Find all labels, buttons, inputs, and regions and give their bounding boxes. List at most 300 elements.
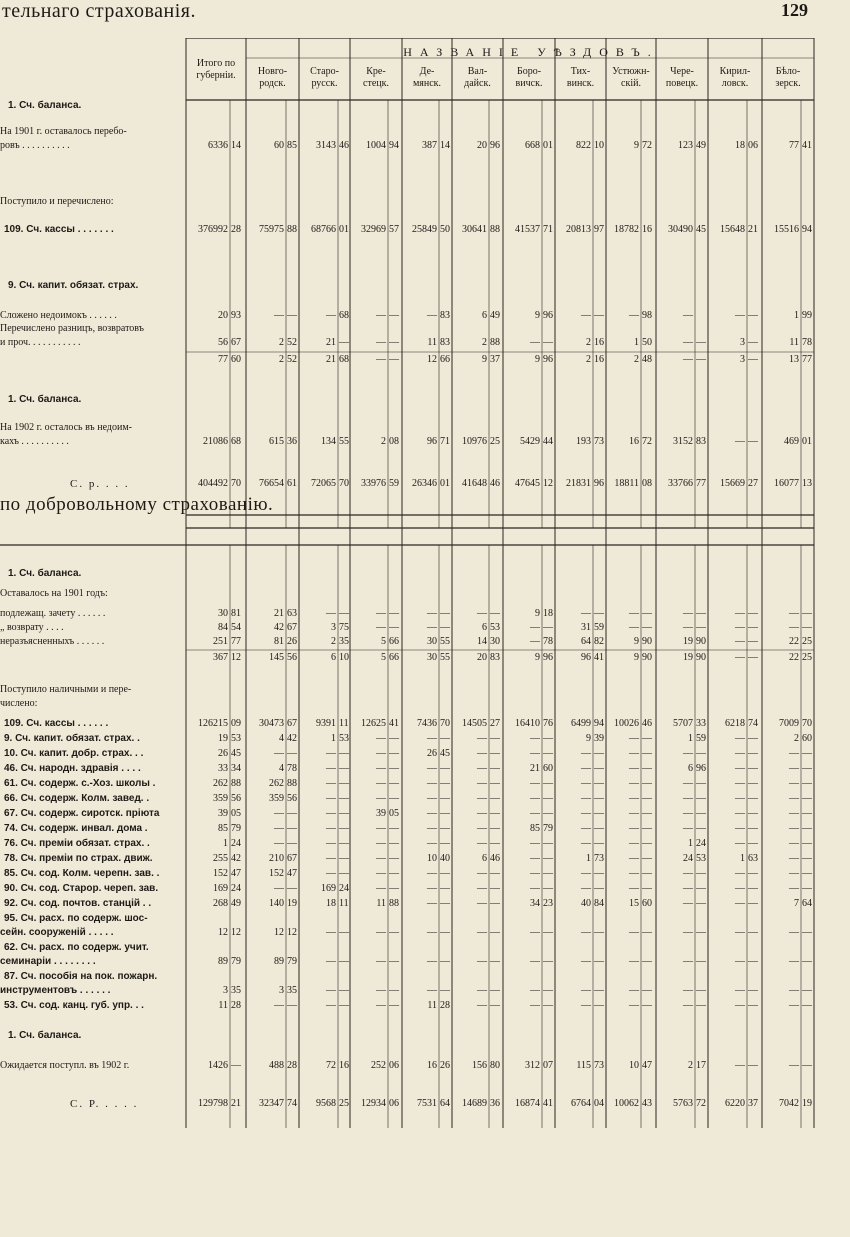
cell-rubles: — [789,778,799,789]
row-label: На 1902 г. осталось въ недоим- [0,422,132,433]
cell-rubles: 18 [326,898,336,909]
cell-kopecks: — [642,868,652,879]
cell-rubles: 33976 [361,478,386,489]
cell-rubles: 14689 [462,1098,487,1109]
cell-kopecks: — [594,608,604,619]
cell-rubles: — [629,868,639,879]
cell-kopecks: — [389,985,399,996]
cell-rubles: 19 [683,636,693,647]
cell-rubles: — [530,853,540,864]
cell-kopecks: — [748,898,758,909]
cell-rubles: 72 [326,1060,336,1071]
cell-kopecks: 98 [642,310,652,321]
cell-rubles: 72065 [311,478,336,489]
district-header: Бѣло- зерск. [775,66,801,89]
cell-rubles: 4 [279,763,284,774]
cell-kopecks: — [748,868,758,879]
cell-rubles: 10 [629,1060,639,1071]
cell-rubles: 7436 [417,718,437,729]
cell-rubles: — [530,636,540,647]
cell-rubles: 22 [789,636,799,647]
cell-kopecks: — [642,778,652,789]
cell-rubles: 26 [218,748,228,759]
cell-kopecks: 77 [696,478,706,489]
cell-rubles: — [376,310,386,321]
cell-rubles: — [376,778,386,789]
cell-rubles: 6 [482,853,487,864]
cell-kopecks: 06 [389,1098,399,1109]
cell-kopecks: — [748,793,758,804]
ledger-table [0,38,818,1128]
cell-kopecks: — [802,748,812,759]
cell-kopecks: 14 [440,140,450,151]
cell-rubles: 30 [218,608,228,619]
cell-rubles: — [274,1000,284,1011]
cell-kopecks: — [642,985,652,996]
cell-rubles: — [326,956,336,967]
cell-kopecks: — [696,778,706,789]
cell-rubles: 262 [269,778,284,789]
cell-rubles: 20 [477,140,487,151]
cell-rubles: 252 [371,1060,386,1071]
cell-rubles: — [789,956,799,967]
cell-rubles: 5763 [673,1098,693,1109]
cell-kopecks: 49 [231,898,241,909]
cell-kopecks: — [696,622,706,633]
row-label: 10. Сч. капит. добр. страх. . . [4,748,144,759]
cell-rubles: 2 [688,1060,693,1071]
cell-rubles: — [427,733,437,744]
cell-kopecks: — [440,823,450,834]
cell-rubles: 89 [274,956,284,967]
cell-kopecks: — [490,608,500,619]
cell-rubles: — [683,898,693,909]
cell-kopecks: — [543,748,553,759]
cell-kopecks: — [490,793,500,804]
cell-kopecks: — [594,778,604,789]
cell-kopecks: — [696,898,706,909]
row-label: 78. Сч. преміи по страх. движ. [4,853,153,864]
cell-kopecks: — [339,337,349,348]
cell-kopecks: 60 [231,354,241,365]
cell-rubles: 20 [477,652,487,663]
cell-kopecks: — [696,823,706,834]
cell-kopecks: — [543,793,553,804]
cell-rubles: 367 [213,652,228,663]
cell-kopecks: — [748,763,758,774]
cell-rubles: — [581,823,591,834]
row-label: 1. Сч. баланса. [8,394,82,405]
cell-kopecks: — [389,1000,399,1011]
cell-rubles: — [376,868,386,879]
cell-kopecks: 64 [802,898,812,909]
cell-kopecks: 90 [696,652,706,663]
cell-rubles: — [530,808,540,819]
cell-rubles: — [477,793,487,804]
cell-kopecks: 50 [440,224,450,235]
cell-kopecks: 90 [642,652,652,663]
row-label: 1. Сч. баланса. [8,568,82,579]
cell-kopecks: 41 [802,140,812,151]
row-label: и проч. . . . . . . . . . . [0,337,81,348]
cell-kopecks: 24 [231,883,241,894]
cell-kopecks: — [490,956,500,967]
page-number: 129 [781,0,808,20]
cell-kopecks: — [440,733,450,744]
cell-kopecks: 47 [287,868,297,879]
cell-kopecks: 11 [339,898,349,909]
cell-rubles: 9 [535,608,540,619]
cell-rubles: 9 [634,652,639,663]
cell-kopecks: 85 [287,140,297,151]
cell-kopecks: 56 [287,652,297,663]
cell-kopecks: 96 [594,478,604,489]
cell-rubles: — [735,1060,745,1071]
cell-rubles: 15669 [720,478,745,489]
cell-kopecks: — [440,763,450,774]
cell-kopecks: — [440,808,450,819]
cell-rubles: — [274,883,284,894]
cell-kopecks: — [389,927,399,938]
cell-kopecks: — [389,853,399,864]
cell-rubles: 3 [740,354,745,365]
cell-rubles: — [789,868,799,879]
cell-rubles: — [376,853,386,864]
cell-kopecks: 55 [440,652,450,663]
cell-rubles: 469 [784,436,799,447]
cell-kopecks: 27 [490,718,500,729]
cell-rubles: — [581,310,591,321]
cell-kopecks: 67 [287,622,297,633]
cell-rubles: 30490 [668,224,693,235]
cell-rubles: — [477,898,487,909]
cell-rubles: — [427,898,437,909]
cell-kopecks: — [543,853,553,864]
cell-kopecks: 96 [543,652,553,663]
cell-rubles: 5707 [673,718,693,729]
cell-kopecks: — [594,927,604,938]
row-label: На 1901 г. оставалось перебо- [0,126,127,137]
cell-rubles: — [789,808,799,819]
cell-rubles: — [376,985,386,996]
cell-rubles: — [477,608,487,619]
cell-kopecks: 61 [287,478,297,489]
cell-kopecks: 19 [287,898,297,909]
cell-kopecks: — [696,883,706,894]
cell-kopecks: — [287,883,297,894]
cell-rubles: — [735,733,745,744]
cell-rubles: — [477,956,487,967]
cell-kopecks: — [802,838,812,849]
cell-kopecks: 71 [543,224,553,235]
cell-kopecks: — [802,778,812,789]
cell-rubles: — [376,793,386,804]
cell-kopecks: 78 [543,636,553,647]
cell-kopecks: 81 [231,608,241,619]
cell-kopecks: 83 [696,436,706,447]
cell-kopecks: 28 [287,1060,297,1071]
cell-rubles: — [683,1000,693,1011]
cell-kopecks: 23 [543,898,553,909]
cell-rubles: 14505 [462,718,487,729]
cell-rubles: 4 [279,733,284,744]
cell-kopecks: — [748,636,758,647]
cell-kopecks: 42 [231,853,241,864]
cell-kopecks: — [440,838,450,849]
cell-kopecks: — [543,733,553,744]
cell-rubles: 169 [321,883,336,894]
cell-kopecks: — [802,1060,812,1071]
cell-rubles: 16077 [774,478,799,489]
cell-rubles: 68766 [311,224,336,235]
cell-kopecks: — [748,436,758,447]
sum-row-label: С. р. . . . [70,478,130,490]
cell-rubles: — [376,354,386,365]
cell-rubles: 39 [376,808,386,819]
cell-rubles: 9 [634,140,639,151]
cell-rubles: 387 [422,140,437,151]
cell-rubles: 134 [321,436,336,447]
cell-rubles: 9391 [316,718,336,729]
cell-kopecks: — [440,793,450,804]
cell-kopecks: — [543,883,553,894]
cell-rubles: — [530,733,540,744]
cell-kopecks: — [440,927,450,938]
cell-kopecks: 66 [389,636,399,647]
cell-kopecks: 73 [594,1060,604,1071]
cell-kopecks: — [440,898,450,909]
cell-kopecks: — [287,823,297,834]
cell-kopecks: — [543,838,553,849]
cell-kopecks: 09 [231,718,241,729]
cell-kopecks: 45 [696,224,706,235]
cell-kopecks: 90 [696,636,706,647]
cell-kopecks: 46 [490,478,500,489]
cell-kopecks: 21 [231,1098,241,1109]
cell-kopecks: — [642,1000,652,1011]
cell-kopecks: — [802,808,812,819]
cell-rubles: 30641 [462,224,487,235]
cell-rubles: — [789,883,799,894]
cell-rubles: — [581,883,591,894]
row-label: 67. Сч. содерж. сиротск. пріюта [4,808,160,819]
cell-kopecks: — [642,927,652,938]
cell-kopecks: 19 [802,1098,812,1109]
cell-kopecks: 83 [440,337,450,348]
cell-kopecks: — [748,652,758,663]
cell-rubles: — [629,793,639,804]
cell-rubles: — [789,763,799,774]
cell-kopecks: 88 [490,337,500,348]
cell-rubles: — [581,608,591,619]
district-header: Кирил- ловск. [719,66,751,89]
cell-kopecks: — [696,927,706,938]
cell-rubles: 3 [740,337,745,348]
cell-kopecks: 70 [231,478,241,489]
row-label: семинаріи . . . . . . . . [0,956,96,967]
cell-rubles: — [326,868,336,879]
cell-rubles: — [427,883,437,894]
cell-rubles: — [326,927,336,938]
cell-rubles: — [326,985,336,996]
cell-rubles: — [376,337,386,348]
cell-kopecks: 99 [802,310,812,321]
sum-row-label: С. Р. . . . . [70,1098,139,1110]
cell-rubles: 20 [218,310,228,321]
cell-kopecks: — [490,883,500,894]
cell-kopecks: — [642,608,652,619]
row-label: сейн. сооруженій . . . . . [0,927,114,938]
cell-rubles: 10 [427,853,437,864]
cell-rubles: — [683,927,693,938]
cell-rubles: — [274,310,284,321]
cell-rubles: 9 [535,310,540,321]
cell-kopecks: — [748,337,758,348]
cell-kopecks: 28 [231,1000,241,1011]
cell-rubles: — [581,838,591,849]
cell-kopecks: — [748,608,758,619]
cell-kopecks: 79 [287,956,297,967]
cell-kopecks: 41 [543,1098,553,1109]
cell-kopecks: — [748,778,758,789]
cell-kopecks: 34 [231,763,241,774]
cell-rubles: — [735,793,745,804]
cell-kopecks: 57 [389,224,399,235]
cell-kopecks: 48 [642,354,652,365]
row-label: 76. Сч. преміи обязат. страх. . [4,838,150,849]
cell-rubles: — [683,808,693,819]
cell-kopecks: — [748,956,758,967]
cell-kopecks: 45 [231,748,241,759]
cell-kopecks: 68 [231,436,241,447]
cell-kopecks: 47 [231,868,241,879]
cell-kopecks: — [748,748,758,759]
district-header: Тих- винск. [566,66,595,89]
cell-rubles: 2 [279,354,284,365]
row-label: 9. Сч. капит. обязат. страх. [8,280,139,291]
cell-rubles: — [581,985,591,996]
cell-kopecks: 53 [231,733,241,744]
cell-kopecks: — [748,310,758,321]
cell-rubles: 1 [586,853,591,864]
cell-rubles: — [477,763,487,774]
row-label: Поступило наличными и пере- [0,684,132,695]
cell-rubles: — [735,838,745,849]
cell-kopecks: 67 [231,337,241,348]
cell-kopecks: — [543,927,553,938]
cell-kopecks: — [642,622,652,633]
cell-rubles: — [376,608,386,619]
cell-kopecks: — [748,733,758,744]
cell-rubles: 140 [269,898,284,909]
cell-rubles: — [530,868,540,879]
cell-kopecks: 35 [231,985,241,996]
cell-rubles: 5 [381,652,386,663]
cell-kopecks: — [802,823,812,834]
cell-kopecks: 72 [642,140,652,151]
cell-rubles: 12 [274,927,284,938]
cell-kopecks: 60 [642,898,652,909]
cell-kopecks: — [231,1060,241,1071]
cell-kopecks: — [339,608,349,619]
cell-rubles: 9 [482,354,487,365]
cell-rubles: 21 [274,608,284,619]
cell-rubles: 16 [629,436,639,447]
cell-rubles: — [735,985,745,996]
cell-rubles: — [326,793,336,804]
cell-rubles: 11 [789,337,799,348]
cell-kopecks: 05 [389,808,399,819]
cell-kopecks: 96 [490,140,500,151]
cell-rubles: — [427,622,437,633]
cell-rubles: — [581,868,591,879]
cell-rubles: — [629,883,639,894]
cell-rubles: — [683,354,693,365]
cell-kopecks: — [490,778,500,789]
cell-rubles: — [477,927,487,938]
cell-kopecks: — [543,808,553,819]
cell-kopecks: 66 [389,652,399,663]
cell-kopecks: 68 [339,310,349,321]
cell-kopecks: — [287,808,297,819]
cell-rubles: 12625 [361,718,386,729]
row-label: 66. Сч. содерж. Колм. завед. . [4,793,150,804]
cell-rubles: — [477,1000,487,1011]
cell-rubles: — [789,1060,799,1071]
cell-kopecks: — [802,793,812,804]
cell-kopecks: — [440,985,450,996]
cell-kopecks: 96 [696,763,706,774]
row-label: 87. Сч. пособія на пок. пожарн. [4,971,158,982]
cell-rubles: 12 [427,354,437,365]
cell-rubles: 11 [376,898,386,909]
cell-kopecks: — [339,823,349,834]
cell-kopecks: 24 [231,838,241,849]
cell-kopecks: 74 [748,718,758,729]
cell-rubles: 24 [683,853,693,864]
cell-kopecks: 93 [231,310,241,321]
cell-rubles: 47645 [515,478,540,489]
cell-rubles: — [477,823,487,834]
cell-rubles: 84 [218,622,228,633]
cell-kopecks: — [802,868,812,879]
cell-kopecks: — [339,868,349,879]
cell-kopecks: 16 [594,337,604,348]
cell-kopecks: 13 [802,478,812,489]
cell-kopecks: — [543,868,553,879]
cell-rubles: 210 [269,853,284,864]
cell-kopecks: — [748,927,758,938]
cell-kopecks: 60 [802,733,812,744]
cell-kopecks: 04 [594,1098,604,1109]
cell-rubles: 1 [223,838,228,849]
cell-rubles: — [789,793,799,804]
cell-rubles: — [735,778,745,789]
cell-rubles: 75975 [259,224,284,235]
cell-kopecks: — [802,956,812,967]
cell-kopecks: 08 [389,436,399,447]
cell-kopecks: — [642,763,652,774]
cell-rubles: 76654 [259,478,284,489]
cell-rubles: — [427,608,437,619]
cell-kopecks: — [440,868,450,879]
cell-rubles: — [735,763,745,774]
cell-kopecks: 63 [287,608,297,619]
cell-kopecks: 53 [339,733,349,744]
row-label: неразъясненныхъ . . . . . . [0,636,105,647]
cell-kopecks: 96 [543,354,553,365]
row-label: 92. Сч. сод. почтов. станцій . . [4,898,152,909]
